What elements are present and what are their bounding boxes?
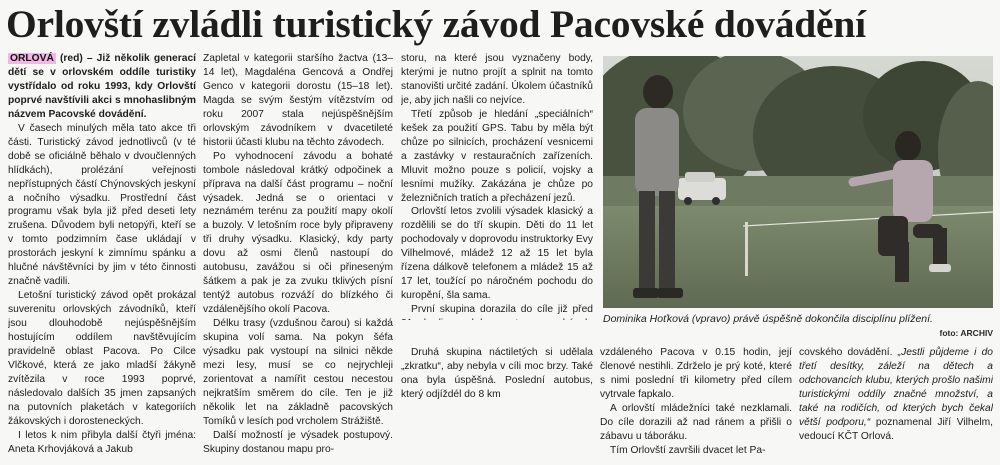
paragraph: Další možností je výsadek postupový. Skupiny dostanou mapu pro-: [203, 429, 393, 455]
closing-attribution: poznamenal Jiří Vilhelm, vedoucí KČT Orlová.: [799, 416, 993, 442]
paragraph: I letos k nim přibyla další čtyři jména: Aneta Krhovjáková a Jakub: [8, 429, 196, 455]
headline: Orlovští zvládli turistický závod Pacovské dovádění: [6, 2, 866, 46]
closing-text: covského dovádění.: [799, 347, 898, 358]
article-column-3-bottom: [401, 346, 593, 464]
paragraph: A orlovští mládežníci také nezklamali. Do cíle dorazili až nad ránem a přišli o zábavu u táboráku.: [600, 402, 792, 442]
article-column-1: [8, 52, 196, 464]
article-column-3: [401, 52, 593, 320]
article-column-4: [600, 346, 792, 464]
paragraph: Orlovští letos zvolili výsadek klasický a rozdělili se do tří skupin. Děti do 11 let pochodovaly v doprovodu instruktorky Evy Vilhelmové, mládež 12 až 15 let byla řízena dálkově telefonem a mládež 15 až 17 let, toužící po náročném pochodu do kuropění, šla sama.: [401, 206, 593, 302]
photo-credit: foto: ARCHIV: [939, 328, 993, 338]
paragraph: Zapletal v kategorii staršího žactva (13–14 let), Magdaléna Gencová a Ondřej Genco v kategorii dorostu (15–18 let). Magda se svým šestým vítězstvím od roku 2007 stala nejúspěšnějším orlovským závodníkem v dvacetileté historii účasti klubu na těchto závodech.: [203, 53, 393, 148]
paragraph: storu, na které jsou vyznačeny body, kterými je nutno projít a splnit na tomto stanovišti určité zadání. Úkolem účastníků je, aby jich našli co nejvíce.: [401, 53, 593, 106]
photo-image: [603, 56, 993, 308]
paragraph: [799, 346, 993, 444]
paragraph: vzdáleného Pacova v 0.15 hodin, její členové nestihli. Zdrželo je prý koté, které s nimi poslední tři kilometry před cílem vytrvale fapkalo.: [600, 347, 792, 400]
article-column-2: [203, 52, 393, 464]
location-kicker: ORLOVÁ: [10, 53, 54, 64]
paragraph: Délku trasy (vzdušnou čarou) si každá skupina volí sama. Na pokyn šéfa výsadku pak vystoupí na silnici někde mezi lesy, musí se co nejrychleji zorientovat a namířit cestou necestou nejkratším směrem do cíle. Ten je již několik let na základně pacovských Tomíků v lesích pod vrcholem Strážiště.: [203, 318, 393, 427]
paragraph: Druhá skupina náctiletých si udělala „zkratku“, aby nebyla v cíli moc brzy. Také ona byla úspěšná. Poslední autobus, který odjíždél do 8 km: [401, 347, 593, 400]
article-column-5: [799, 346, 993, 464]
paragraph: Po vyhodnocení závodu a bohaté tombole následoval krátký odpočinek a příprava na další část programu – noční výsadek. Jedná se o orientaci v neznámém terénu za použití mapy okolí a buzoly. V letošním roce byly připraveny tři druhy výsadku. Klasický, kdy party dovu až osmi členů nastoupí do autobusu, zavážou si oči přineseným šátkem a pak je za zvuku tklivých písní tentýž autobus rozváží do blízkého či vzdálenějšího okolí Pacova.: [203, 150, 393, 316]
paragraph: V časech minulých měla tato akce tři části. Turistický závod jednotlivců (v té době se oficiálně běhalo v dvoučlenných hlídkách), prolézání veřejnosti nepřístupných částí Chýnovských jeskyní a nočního výsadku. Prostřední část programu však byla již před deseti lety zrušena. Důvodem byli netopýři, kteří se v tomto podzimním čase ukládají v prostorách jeskyní k zimnímu spánku a hlučné návštěvníci by jim v této činnosti značně vadili.: [8, 122, 196, 288]
article-photo: [603, 56, 993, 308]
photo-caption: Dominika Hoťková (vpravo) právě úspěšně dokončila disciplínu plížení.: [603, 313, 933, 325]
paragraph: Tím Orlovští završili dvacet let Pa-: [610, 444, 766, 456]
article-lead: [8, 52, 196, 122]
paragraph: Třetí způsob je hledání „speciálních“ kešek za použití GPS. Tabu by měla být chůze po silnicích, procházení vesnicemi a zastávky v restauračních zařízeních. Mluvit možno pouze s policií, vojsky a lesními mužíky. Zakázána je chůze po železničních tratích a přecházení jezů.: [401, 108, 593, 204]
paragraph: Letošní turistický závod opět prokázal suverenitu orlovských závodníků, kteří jsou dlouhodobě nejúspěšnějším hostujícím oddílem navštěvujícím pravidelně oblast Pacova. Po Cilce Vlčkové, která ze jako mladší žákyně zvítězila v roce 1993 poprvé, následovalo dalších 35 jmen zapsaných na putovních plaketách v kategoriích žákovských i dorosteneckých.: [8, 290, 196, 427]
lead-text: (red) – Již několik generací dětí se v orlovském oddíle turistiky vystřídalo od roku 1993, kdy Orlovští poprvé navštívili akci s mnohaslibným názvem Pacovské dovádění.: [8, 53, 196, 120]
paragraph: První skupina dorazila do cíle již před: [411, 304, 593, 316]
closing-quote: „Jestli půjdeme i do třetí desítky, záleží na dětech a odchovancích klubu, kterých prošlo našimi turistickými oddíly značné množství, a také na rodičích, od kterých bych čekal větší podporu,“: [799, 347, 993, 428]
